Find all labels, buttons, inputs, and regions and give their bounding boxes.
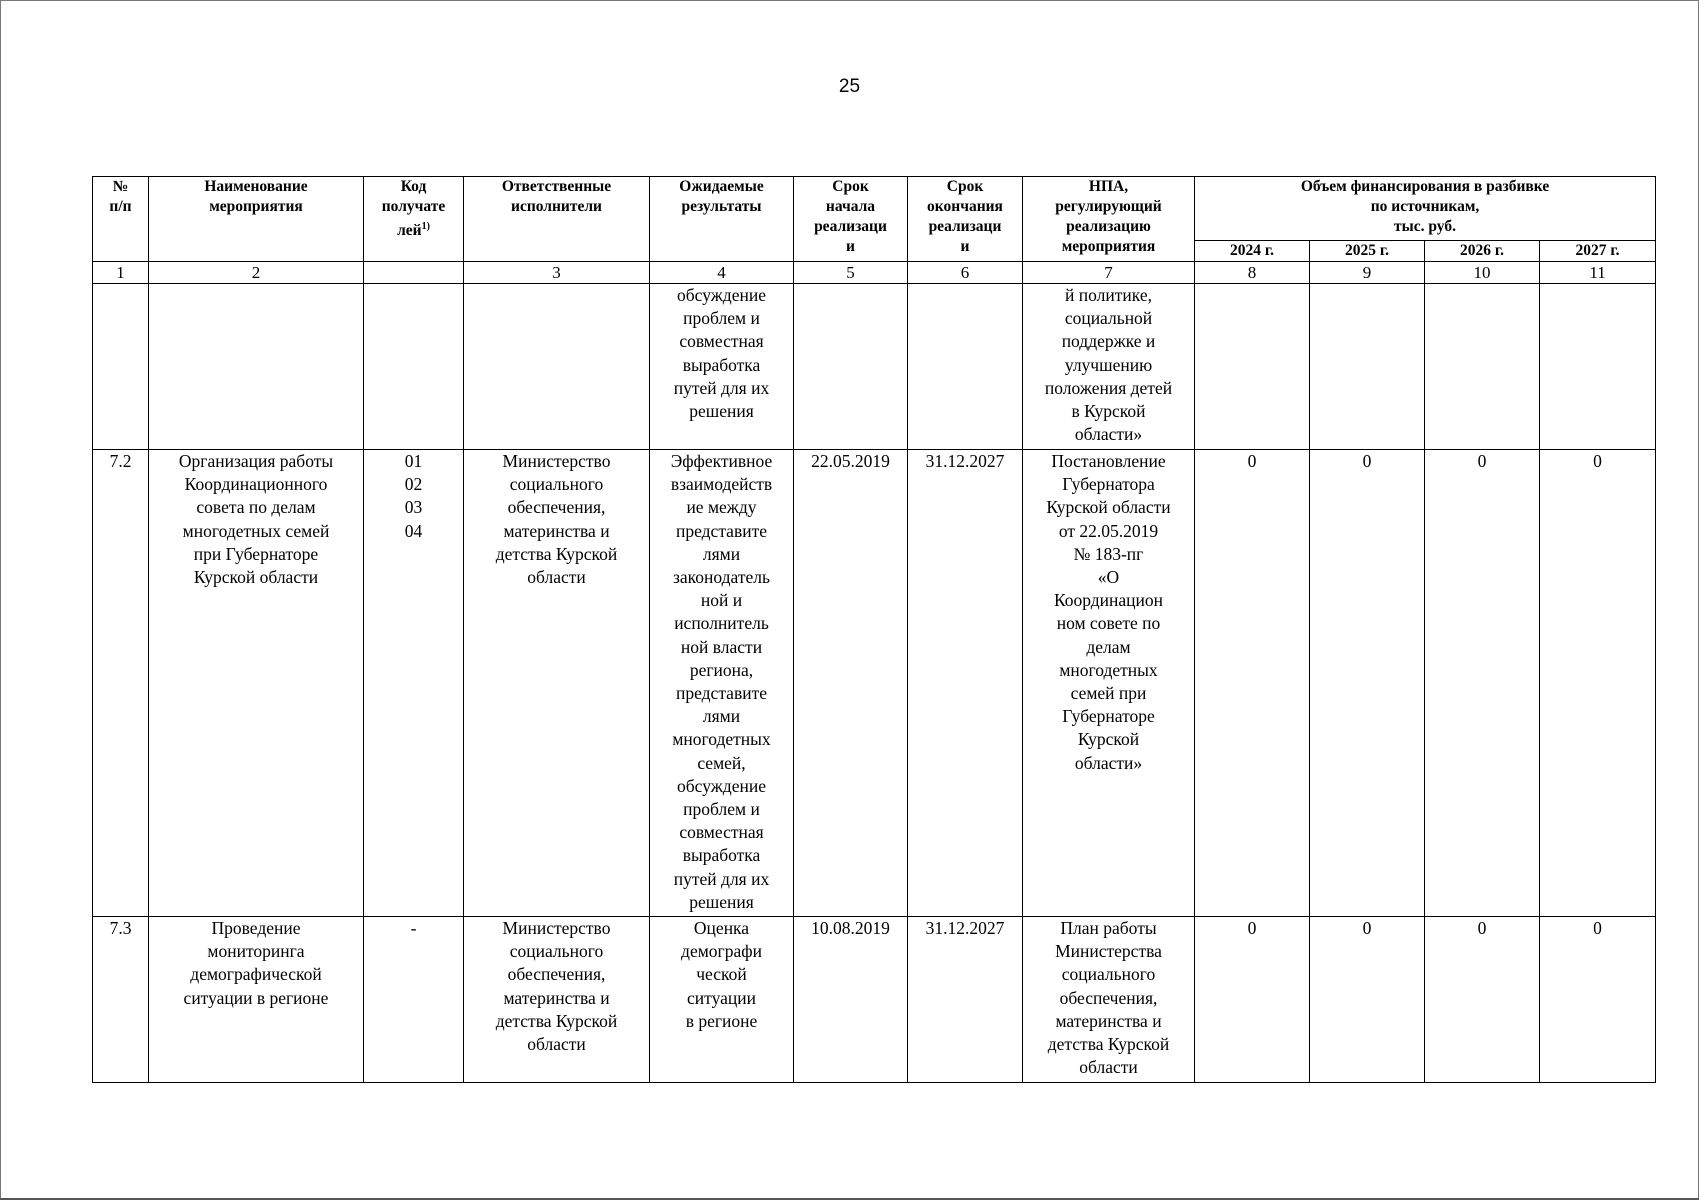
- header-npa: НПА, регулирующий реализацию мероприятия: [1023, 177, 1195, 262]
- header-year-2027: 2027 г.: [1540, 241, 1656, 262]
- cell-results: Эффективное взаимодейств ие между представите лями законодатель ной и исполнитель ной власти региона, представите лями многодетных семей, обсуждение проблем и совместная выработка путей для их решения: [650, 450, 794, 917]
- cell-2026: 0: [1425, 917, 1540, 1083]
- header-code-footnote: 1): [421, 221, 430, 232]
- header-end: Срок окончания реализаци и: [908, 177, 1023, 262]
- column-number: 4: [650, 262, 794, 284]
- column-number: 2: [149, 262, 364, 284]
- cell-name: Организация работы Координационного совета по делам многодетных семей при Губернаторе Курской области: [149, 450, 364, 917]
- cell-2027: 0: [1540, 917, 1656, 1083]
- cell-end: [908, 284, 1023, 450]
- cell-results: Оценка демографи ческой ситуации в регионе: [650, 917, 794, 1083]
- page-number: 25: [838, 76, 861, 97]
- cell-name: Проведение мониторинга демографической ситуации в регионе: [149, 917, 364, 1083]
- cell-2026: 0: [1425, 450, 1540, 917]
- cell-2025: [1310, 284, 1425, 450]
- column-number: 9: [1310, 262, 1425, 284]
- column-number: [364, 262, 464, 284]
- cell-executors: [464, 284, 650, 450]
- table-row: [93, 284, 1656, 450]
- cell-npa: й политике, социальной поддержке и улучшению положения детей в Курской области»: [1023, 284, 1195, 450]
- cell-num: 7.3: [93, 917, 149, 1083]
- header-year-2025: 2025 г.: [1310, 241, 1425, 262]
- column-number: 10: [1425, 262, 1540, 284]
- cell-start: 22.05.2019: [794, 450, 908, 917]
- cell-code: -: [364, 917, 464, 1083]
- cell-end: 31.12.2027: [908, 917, 1023, 1083]
- header-code-text: Код получате лей: [381, 178, 446, 240]
- table-row: [93, 917, 1656, 1083]
- header-results: Ожидаемые результаты: [650, 177, 794, 262]
- header-year-2026: 2026 г.: [1425, 241, 1540, 262]
- scan-edge-top: [0, 0, 1699, 1]
- cell-2025: 0: [1310, 450, 1425, 917]
- cell-executors: Министерство социального обеспечения, материнства и детства Курской области: [464, 917, 650, 1083]
- cell-num: 7.2: [93, 450, 149, 917]
- scan-edge-left: [0, 0, 1, 1200]
- cell-2025: 0: [1310, 917, 1425, 1083]
- cell-name: [149, 284, 364, 450]
- column-number: 7: [1023, 262, 1195, 284]
- column-number-row: [93, 262, 1656, 284]
- header-name: Наименование мероприятия: [149, 177, 364, 262]
- cell-executors: Министерство социального обеспечения, материнства и детства Курской области: [464, 450, 650, 917]
- header-num: № п/п: [93, 177, 149, 262]
- cell-2024: 0: [1195, 450, 1310, 917]
- cell-npa: План работы Министерства социального обеспечения, материнства и детства Курской области: [1023, 917, 1195, 1083]
- cell-2026: [1425, 284, 1540, 450]
- cell-2024: [1195, 284, 1310, 450]
- header-funding: Объем финансирования в разбивке по источникам, тыс. руб.: [1195, 177, 1656, 241]
- cell-num: [93, 284, 149, 450]
- cell-start: [794, 284, 908, 450]
- cell-code: 01 02 03 04: [364, 450, 464, 917]
- header-start: Срок начала реализаци и: [794, 177, 908, 262]
- cell-results: обсуждение проблем и совместная выработка путей для их решения: [650, 284, 794, 450]
- column-number: 3: [464, 262, 650, 284]
- column-number: 5: [794, 262, 908, 284]
- cell-npa: Постановление Губернатора Курской области от 22.05.2019 № 183-пг «О Координацион ном совете по делам многодетных семей при Губернаторе Курской области»: [1023, 450, 1195, 917]
- column-number: 1: [93, 262, 149, 284]
- header-year-2024: 2024 г.: [1195, 241, 1310, 262]
- column-number: 8: [1195, 262, 1310, 284]
- program-table: [92, 176, 1656, 1083]
- cell-2027: 0: [1540, 450, 1656, 917]
- cell-end: 31.12.2027: [908, 450, 1023, 917]
- header-executors: Ответственные исполнители: [464, 177, 650, 262]
- cell-2024: 0: [1195, 917, 1310, 1083]
- cell-2027: [1540, 284, 1656, 450]
- column-number: 11: [1540, 262, 1656, 284]
- header-code: [364, 177, 464, 262]
- table-row: [93, 450, 1656, 917]
- cell-code: [364, 284, 464, 450]
- column-number: 6: [908, 262, 1023, 284]
- cell-start: 10.08.2019: [794, 917, 908, 1083]
